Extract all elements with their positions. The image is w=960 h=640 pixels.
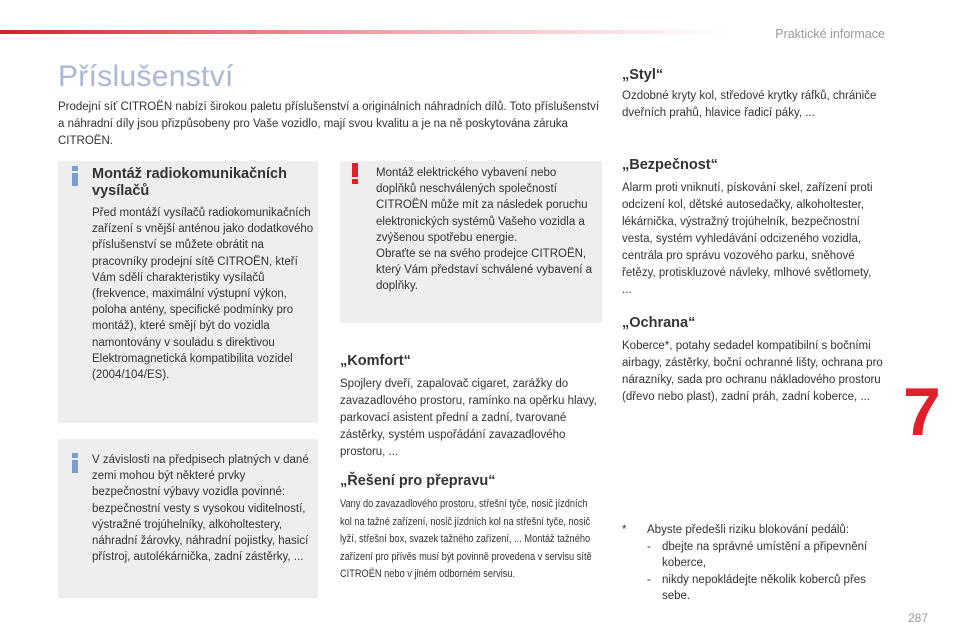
page-title: Příslušenství [58, 60, 234, 93]
chapter-number: 7 [903, 374, 941, 450]
preprava-heading: „Řešení pro přepravu“ [340, 473, 496, 489]
styl-heading: „Styl“ [622, 67, 664, 83]
warning-text: Montáž elektrického vybavení nebo doplňků neschválených společností CITROËN může mít za následek poruchu elektronických systémů Vašeho vozidla a zvýšenou spotřebu energie. [376, 167, 588, 244]
komfort-text: Spojlery dveří, zapalovač cigaret, zarážky do zavazadlového prostoru, ramínko na opěrku hlavy, parkovací asistent přední a zadní, tvarované zástěrky, systém uspořádání zavazadlového prostoru, ... [340, 378, 597, 458]
footnote-intro: Abyste předešli riziku blokování pedálů: [647, 524, 850, 536]
intro-text: Prodejní síť CITROËN nabízí širokou paletu příslušenství a originálních náhradních dílů. Toto příslušenství a náhradní díly jsou přizpůsobeny pro Vaše vozidlo, mají svou kvalitu a je na ně poskytována záruka CITROËN. [58, 101, 600, 147]
footnote-item [647, 539, 892, 572]
footnote-dash: - [647, 540, 651, 553]
info-icon [69, 166, 81, 186]
warning-box-text [376, 165, 596, 295]
footnote-item-text: nikdy nepokládejte několik koberců přes sebe. [662, 573, 866, 602]
warning-text-2: Obraťte se na svého prodejce CITROËN, který Vám představí schválené vybavení a doplňky. [376, 248, 593, 293]
footnote-item-text: dbejte na správné umístění a připevnění koberce, [662, 540, 868, 569]
info-box-text: Před montáží vysílačů radiokomunikačních zařízení s vnější anténou jako dodatkového příslušenství se můžete obrátit na pracovníky prodejní sítě CITROËN, kteří Vám sdělí charakteristiky vysílačů (frekvence, maximální výstupní výkon, poloha antény, specifické podmínky pro montáž), které smějí být do vozidla namontovány v souladu s direktivou Elektromagnetická kompatibilita vozidel (2004/104/ES). [92, 207, 314, 382]
info-box-text: V závislosti na předpisech platných v dané zemi mohou být některé prvky bezpečnostní výbavy vozidla povinné: bezpečnostní vesty s vysokou viditelností, výstražné trojúhelníky, alkoholtestery, náhradní žárovky, náhradní pojistky, hasicí přístroj, autolékárnička, zadní zástěrky, ... [92, 454, 309, 564]
bezpecnost-text: Alarm proti vniknutí, pískování skel, zařízení proti odcizení kol, dětské autosedačky, alkoholtester, lékárnička, výstražný trojúhelník, bezpečnostní vesta, systém vyhledávání odcizeného vozidla, centrála pro správu vozového parku, sněhové řetězy, protiskluzové návleky, mlhové světlomety, ... [622, 182, 873, 296]
footnote-item [647, 572, 892, 605]
styl-text: Ozdobné kryty kol, středové krytky ráfků, chrániče dveřních prahů, hlavice řadicí páky, ... [622, 90, 877, 119]
header-accent-bar [0, 30, 730, 34]
footnote-dash: - [647, 573, 651, 586]
preprava-text: Vany do zavazadlového prostoru, střešní tyče, nosič jízdních kol na tažné zařízení, nosič jízdních kol na střešní tyče, nosič lyží, střešní box, svazek tažného zařízení, ... Montáž tažného zařízení pro přívěs musí být povinně provedena v servisu sítě CITROËN nebo v jiném odborném servisu. [340, 498, 592, 580]
bezpecnost-heading: „Bezpečnost“ [622, 157, 718, 173]
footnote-body [647, 522, 892, 605]
footnote-marker: * [622, 524, 627, 536]
ochrana-text: Koberce*, potahy sedadel kompatibilní s bočními airbagy, zástěrky, boční ochranné lišty, ochrana pro nárazníky, sada pro ochranu nákladového prostoru (dřevo nebo plast), zadní práh, zadní koberce, ... [622, 340, 883, 403]
komfort-heading: „Komfort“ [340, 353, 411, 369]
info-icon [69, 453, 81, 473]
page-number: 287 [908, 611, 929, 625]
info-box-heading: Montáž radiokomunikačních vysílačů [92, 166, 287, 199]
ochrana-heading: „Ochrana“ [622, 315, 696, 331]
section-title: Praktické informace [775, 27, 885, 41]
warning-icon [348, 163, 362, 185]
